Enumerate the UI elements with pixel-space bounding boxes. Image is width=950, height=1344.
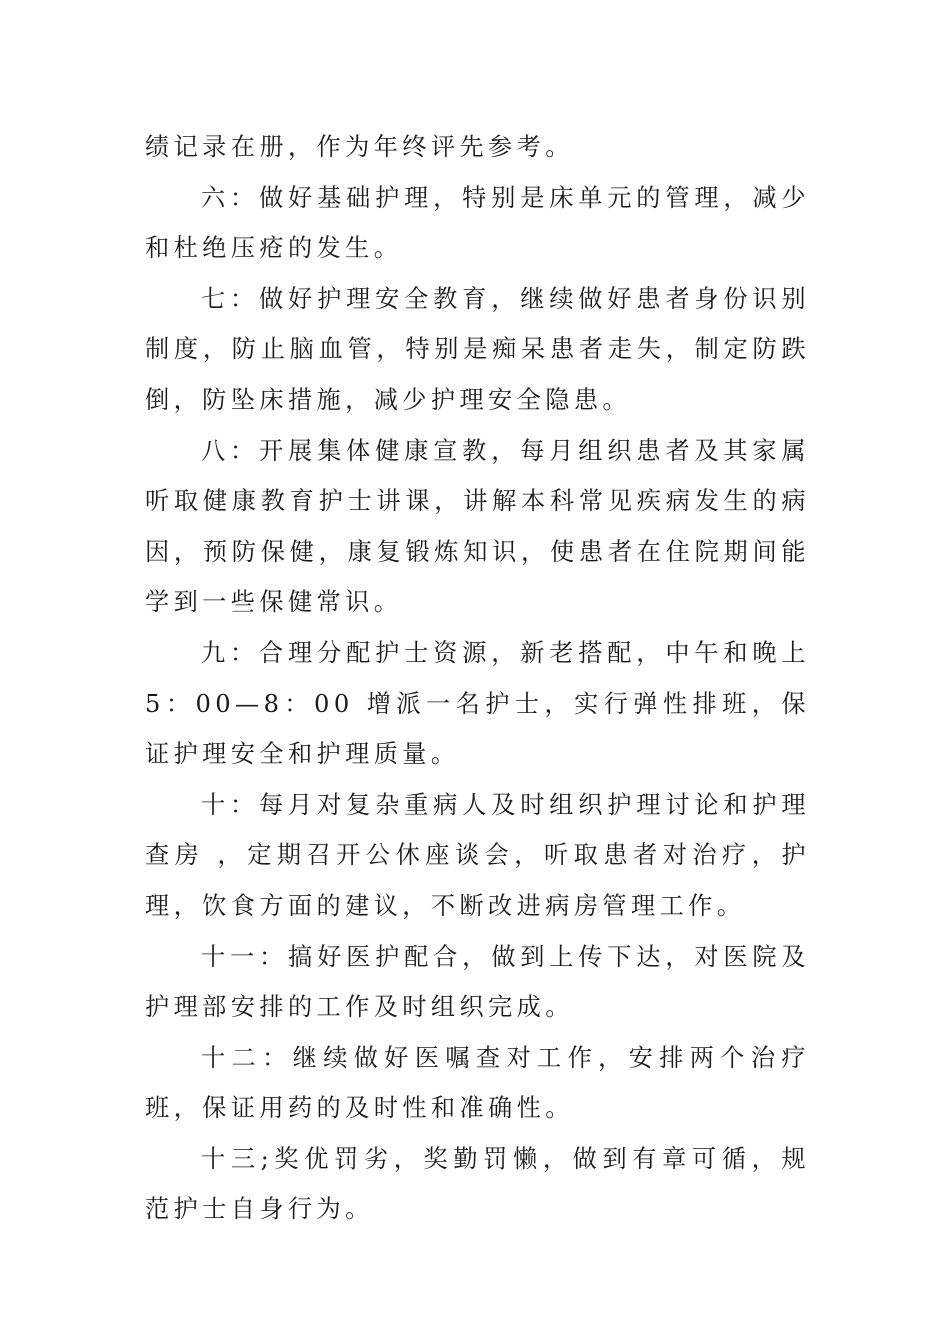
paragraph-item-11: 十一：搞好医护配合，做到上传下达，对医院及护理部安排的工作及时组织完成。 — [145, 942, 810, 1022]
paragraph-item-7: 七：做好护理安全教育，继续做好患者身份识别制度，防止脑血管，特别是痴呆患者走失，制定防跌倒，防坠床措施，减少护理安全隐患。 — [145, 284, 810, 414]
paragraph-item-12: 十二：继续做好医嘱查对工作，安排两个治疗班，保证用药的及时性和准确性。 — [145, 1043, 810, 1123]
document-page — [145, 122, 810, 1235]
paragraph-continuation: 绩记录在册，作为年终评先参考。 — [145, 133, 574, 161]
paragraph-item-10: 十：每月对复杂重病人及时组织护理讨论和护理查房 ，定期召开公休座谈会，听取患者对治疗，护理，饮食方面的建议，不断改进病房管理工作。 — [145, 790, 810, 920]
paragraph-item-8: 八：开展集体健康宣教，每月组织患者及其家属听取健康教育护士讲课，讲解本科常见疾病发生的病因，预防保健，康复锻炼知识，使患者在住院期间能学到一些保健常识。 — [145, 436, 810, 617]
paragraph-item-13: 十三;奖优罚劣，奖勤罚懒，做到有章可循，规范护士自身行为。 — [145, 1144, 810, 1224]
paragraph-item-6: 六：做好基础护理，特别是床单元的管理，减少和杜绝压疮的发生。 — [145, 183, 810, 263]
paragraph-item-9: 九：合理分配护士资源，新老搭配，中午和晚上 5：00—8：00 增派一名护士，实行弹性排班，保证护理安全和护理质量。 — [145, 638, 810, 769]
